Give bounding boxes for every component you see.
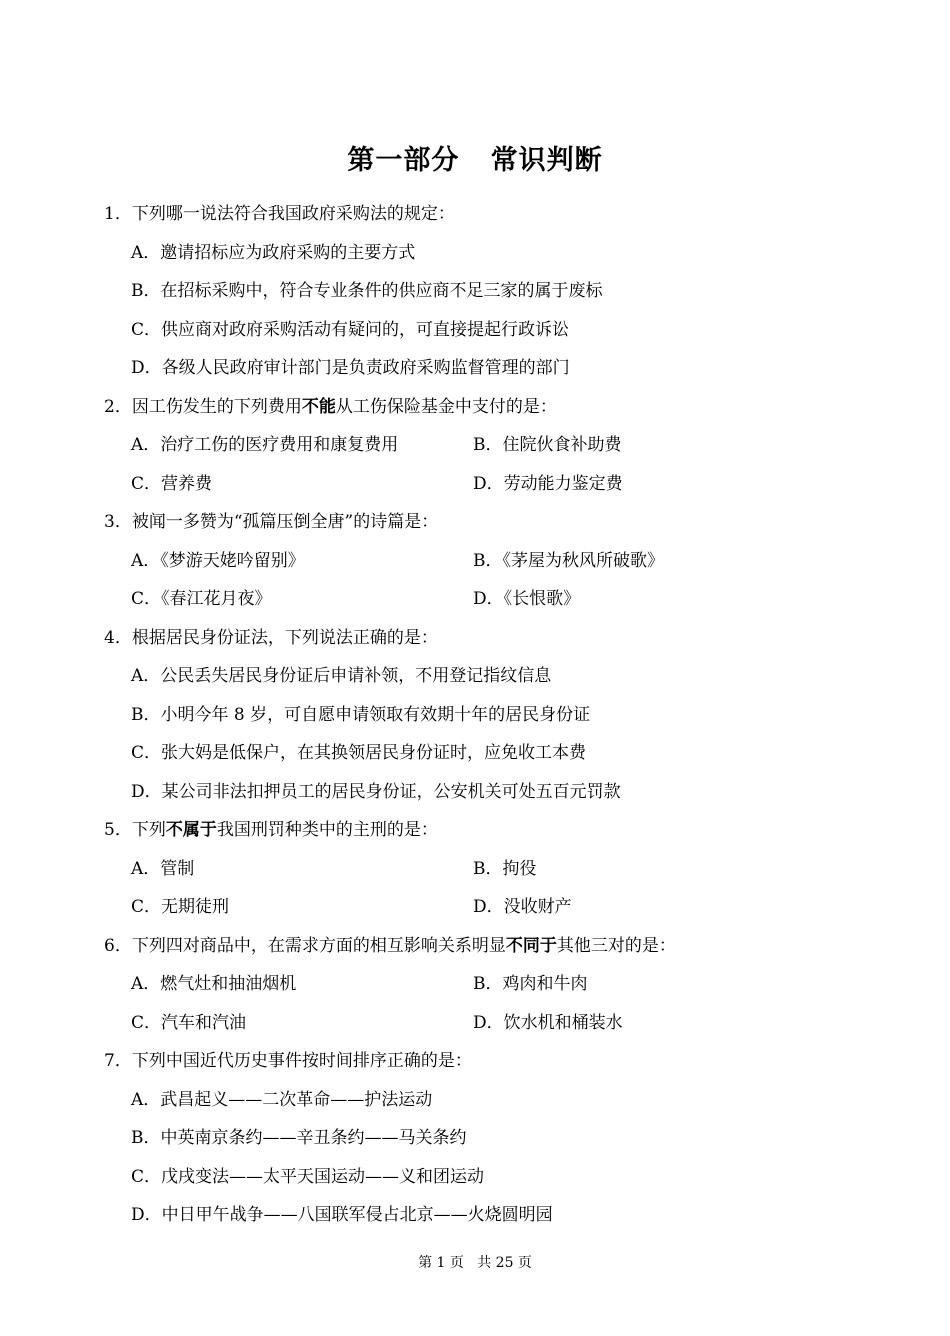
question-1-option-d: D．各级人民政府审计部门是负责政府采购监督管理的部门 [131,358,570,378]
question-text: 5．下列 [104,820,166,840]
question-text: 我国刑罚种类中的主刑的是： [216,820,438,840]
question-3-option-d: D．《长恨歌》 [473,589,581,609]
question-4-option-b: B．小明今年 8 岁，可自愿申请领取有效期十年的居民身份证 [131,705,591,725]
question-6-stem [104,927,676,965]
question-text: 3．被闻一多赞为“孤篇压倒全唐”的诗篇是： [104,512,439,532]
question-3-option-c: C．《春江花月夜》 [131,589,272,609]
question-6-option-d: D．饮水机和桶装水 [473,1013,623,1033]
question-7-option-c: C．戊戌变法——太平天国运动——义和团运动 [131,1167,485,1187]
question-5-option-c: C．无期徒刑 [131,897,230,917]
question-7-option-b: B．中英南京条约——辛丑条约——马关条约 [131,1128,467,1148]
question-4-option-a: A．公民丢失居民身份证后申请补领，不用登记指纹信息 [131,666,552,686]
question-2-option-c: C．营养费 [131,474,213,494]
question-text: 1．下列哪一说法符合我国政府采购法的规定： [104,204,455,224]
question-emphasis: 不属于 [165,820,217,840]
question-5-option-d: D．没收财产 [473,897,572,917]
question-7-option-a: A．武昌起义——二次革命——护法运动 [131,1090,433,1110]
question-5-option-a: A．管制 [131,859,195,879]
page-footer: 第 1 页 共 25 页 [418,1255,532,1271]
question-text: 6．下列四对商品中，在需求方面的相互影响关系明显 [104,936,506,956]
question-7-option-d: D．中日甲午战争——八国联军侵占北京——火烧圆明园 [131,1205,553,1225]
question-4-option-c: C．张大妈是低保户，在其换领居民身份证时，应免收工本费 [131,743,587,763]
question-1-option-b: B．在招标采购中，符合专业条件的供应商不足三家的属于废标 [131,281,603,301]
question-3-stem [104,503,438,541]
question-4-stem [104,619,438,657]
question-2-option-b: B．住院伙食补助费 [473,435,622,455]
question-5-option-b: B．拘役 [473,859,537,879]
question-text: 从工伤保险基金中支付的是： [335,397,557,417]
question-emphasis: 不同于 [505,936,557,956]
section-title: 第一部分 常识判断 [347,145,603,176]
question-text: 2．因工伤发生的下列费用 [104,397,302,417]
question-text: 7．下列中国近代历史事件按时间排序正确的是： [104,1051,472,1071]
question-2-stem [104,388,557,426]
question-3-option-a: A．《梦游天姥吟留别》 [131,551,305,571]
question-6-option-b: B．鸡肉和牛肉 [473,974,588,994]
question-5-stem [104,811,438,849]
question-1-option-a: A．邀请招标应为政府采购的主要方式 [131,243,416,263]
question-text: 4．根据居民身份证法，下列说法正确的是： [104,628,438,648]
question-1-option-c: C．供应商对政府采购活动有疑问的，可直接提起行政诉讼 [131,320,570,340]
question-7-stem [104,1042,472,1080]
question-1-stem [104,195,455,233]
question-text: 其他三对的是： [556,936,676,956]
question-emphasis: 不能 [301,397,336,417]
question-6-option-c: C．汽车和汽油 [131,1013,247,1033]
question-4-option-d: D．某公司非法扣押员工的居民身份证，公安机关可处五百元罚款 [131,782,621,802]
question-2-option-a: A．治疗工伤的医疗费用和康复费用 [131,435,399,455]
question-2-option-d: D．劳动能力鉴定费 [473,474,623,494]
question-3-option-b: B．《茅屋为秋风所破歌》 [473,551,664,571]
question-6-option-a: A．燃气灶和抽油烟机 [131,974,297,994]
